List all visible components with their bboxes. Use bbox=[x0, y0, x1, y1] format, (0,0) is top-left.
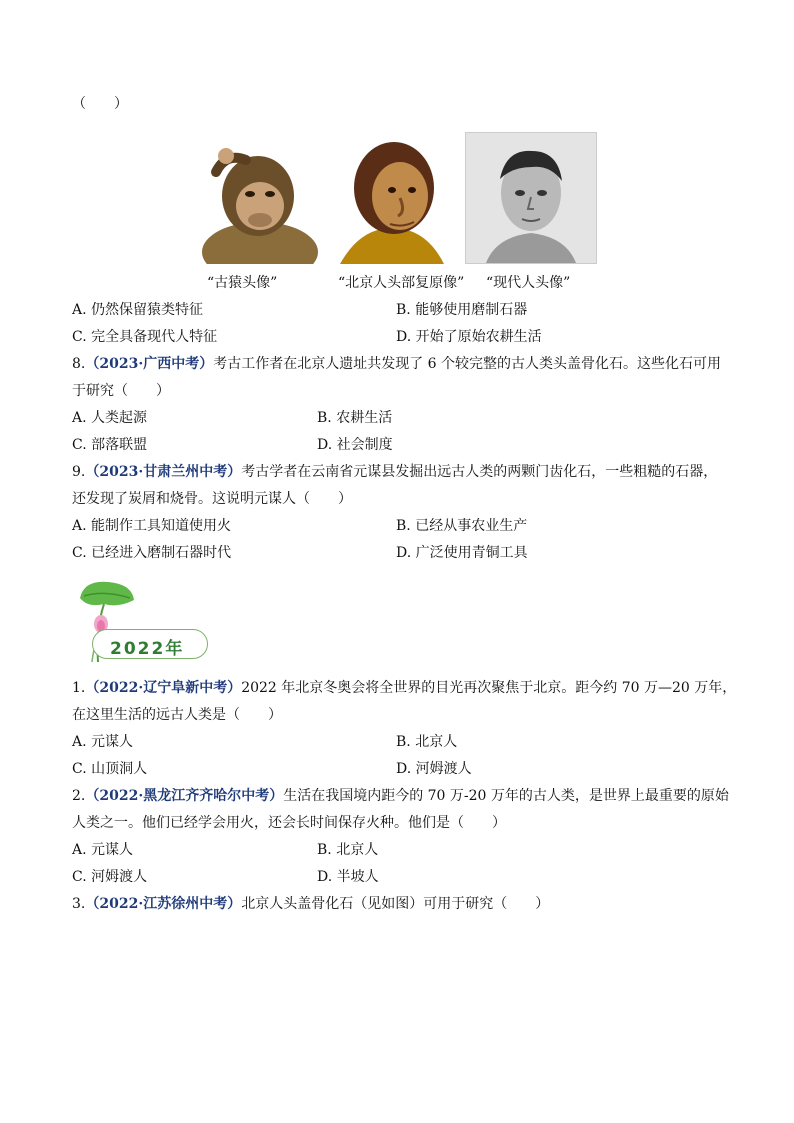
q8-option-a[interactable]: A. 人类起源 bbox=[72, 410, 148, 426]
q1-option-c[interactable]: C. 山顶洞人 bbox=[72, 761, 148, 777]
q7-option-a[interactable]: A. 仍然保留猿类特征 bbox=[72, 302, 204, 318]
q8-option-b[interactable]: B. 农耕生活 bbox=[317, 410, 393, 426]
q2-text-1: 生活在我国境内距今的 70 万-20 万年的古人类，是世界上最重要的原始 bbox=[283, 788, 729, 804]
modern-human-portrait bbox=[465, 132, 597, 264]
caption-modern-human: “现代人头像” bbox=[486, 275, 571, 291]
q9-option-d[interactable]: D. 广泛使用青铜工具 bbox=[396, 545, 528, 561]
q8-text-1: 考古工作者在北京人遗址共发现了 6 个较完整的古人类头盖骨化石。这些化石可用 bbox=[213, 356, 722, 372]
q1-option-a[interactable]: A. 元谋人 bbox=[72, 734, 134, 750]
q8-source: （2023·广西中考） bbox=[85, 356, 214, 372]
q9-source: （2023·甘肃兰州中考） bbox=[85, 464, 242, 480]
q8-option-c[interactable]: C. 部落联盟 bbox=[72, 437, 148, 453]
q2-stem bbox=[72, 786, 729, 806]
year-section-title: 2022年 bbox=[110, 639, 185, 659]
q1-stem bbox=[72, 678, 736, 698]
q9-option-a[interactable]: A. 能制作工具知道使用火 bbox=[72, 518, 232, 534]
q9-option-c[interactable]: C. 已经进入磨制石器时代 bbox=[72, 545, 232, 561]
caption-ape: “古猿头像” bbox=[207, 275, 278, 291]
q8-number: 8. bbox=[72, 356, 86, 372]
caption-peking-man: “北京人头部复原像” bbox=[338, 275, 465, 291]
q7-option-c[interactable]: C. 完全具备现代人特征 bbox=[72, 329, 218, 345]
q3-source: （2022·江苏徐州中考） bbox=[85, 896, 242, 912]
peking-man-bust bbox=[330, 132, 454, 264]
q9-option-b[interactable]: B. 已经从事农业生产 bbox=[396, 518, 528, 534]
q1-option-d[interactable]: D. 河姆渡人 bbox=[396, 761, 472, 777]
q1-option-b[interactable]: B. 北京人 bbox=[396, 734, 458, 750]
q9-stem bbox=[72, 462, 717, 482]
q3-number: 3. bbox=[72, 896, 86, 912]
q3-text-1: 北京人头盖骨化石（见如图）可用于研究（ ） bbox=[241, 896, 550, 912]
q9-text-1: 考古学者在云南省元谋县发掘出远古人类的两颗门齿化石，一些粗糙的石器， bbox=[241, 464, 718, 480]
q3-stem bbox=[72, 894, 549, 914]
q9-number: 9. bbox=[72, 464, 86, 480]
q9-text-2: 还发现了炭屑和烧骨。这说明元谋人（ ） bbox=[72, 491, 352, 507]
q7-option-d[interactable]: D. 开始了原始农耕生活 bbox=[396, 329, 542, 345]
q2-source: （2022·黑龙江齐齐哈尔中考） bbox=[85, 788, 284, 804]
ape-head-illustration bbox=[196, 132, 322, 264]
q2-option-a[interactable]: A. 元谋人 bbox=[72, 842, 134, 858]
q8-option-d[interactable]: D. 社会制度 bbox=[317, 437, 393, 453]
answer-paren: （ ） bbox=[72, 96, 128, 112]
q2-number: 2. bbox=[72, 788, 86, 804]
q1-number: 1. bbox=[72, 680, 86, 696]
q2-text-2: 人类之一。他们已经学会用火，还会长时间保存火种。他们是（ ） bbox=[72, 815, 506, 831]
q8-text-2: 于研究（ ） bbox=[72, 383, 170, 399]
q7-option-b[interactable]: B. 能够使用磨制石器 bbox=[396, 302, 528, 318]
q2-option-c[interactable]: C. 河姆渡人 bbox=[72, 869, 148, 885]
q1-text-1: 2022 年北京冬奥会将全世界的目光再次聚焦于北京。距今约 70 万—20 万年， bbox=[241, 680, 737, 696]
q1-text-2: 在这里生活的远古人类是（ ） bbox=[72, 707, 282, 723]
q8-stem bbox=[72, 354, 721, 374]
q1-source: （2022·辽宁阜新中考） bbox=[85, 680, 242, 696]
q2-option-b[interactable]: B. 北京人 bbox=[317, 842, 379, 858]
q2-option-d[interactable]: D. 半坡人 bbox=[317, 869, 379, 885]
